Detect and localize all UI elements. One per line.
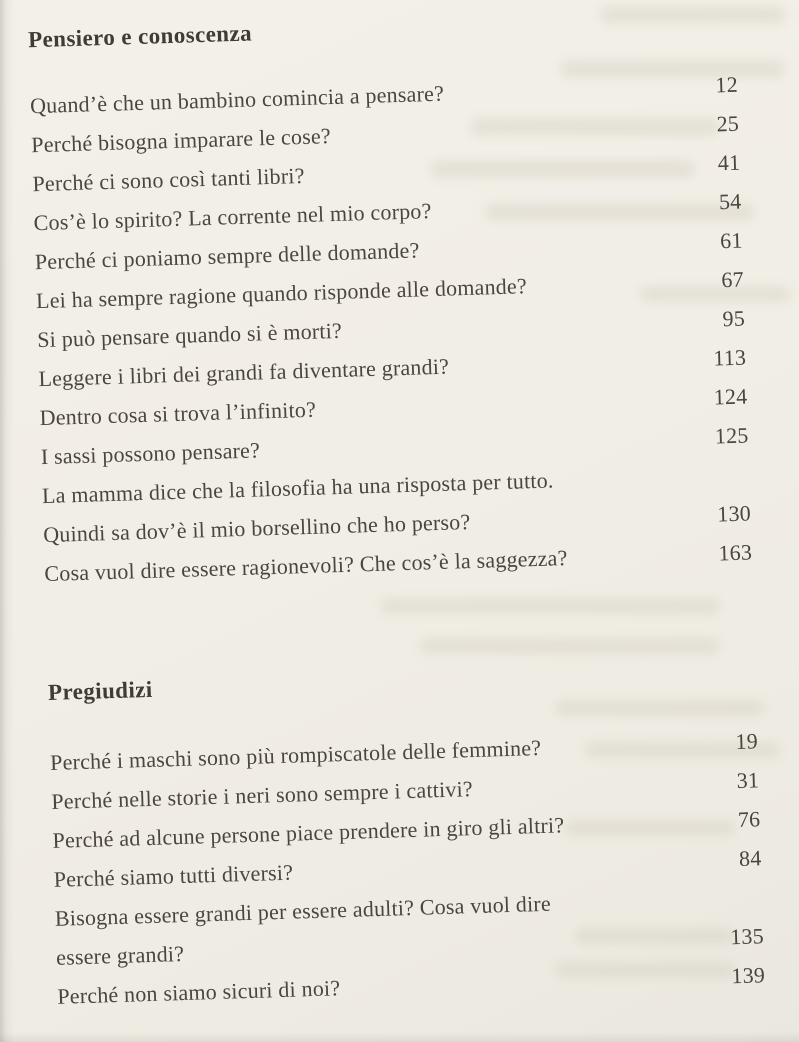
toc-entry-page-number: 84 <box>738 845 762 871</box>
toc-entry-page-number: 95 <box>722 305 746 332</box>
toc-entry-line: Quindi sa dov’è il mio borsellino che ho perso? <box>42 509 471 548</box>
toc-entry-line: Cos’è lo spirito? La corrente nel mio corpo? <box>33 198 432 236</box>
toc-entry-line: Cosa vuol dire essere ragionevoli? Che cos’è la saggezza? <box>44 545 568 587</box>
toc-entry-page-number: 61 <box>719 227 743 254</box>
toc-entry-line: La mamma dice che la filosofia ha una risposta per tutto. <box>41 467 554 509</box>
toc-entry-line: Perché non siamo sicuri di noi? <box>56 975 341 1009</box>
section-title-pregiudizi: Pregiudizi <box>47 676 153 705</box>
table-of-contents <box>28 5 766 1016</box>
toc-entry-page-number: 113 <box>712 344 747 371</box>
toc-entry-page-number: 41 <box>717 149 741 176</box>
section-title-pensiero-e-conoscenza: Pensiero e conoscenza <box>27 20 253 53</box>
toc-entry-page-number: 76 <box>737 806 761 832</box>
toc-entry-line: Perché ci poniamo sempre delle domande? <box>34 237 420 275</box>
toc-entry-page-number: 25 <box>716 110 740 137</box>
toc-entry-page-number: 67 <box>720 266 745 293</box>
toc-entry-page-number: 130 <box>716 500 752 527</box>
toc-entry-line: essere grandi? <box>55 940 185 970</box>
toc-entry-line: I sassi possono pensare? <box>40 437 261 470</box>
toc-entry-line: Perché ci sono così tanti libri? <box>32 162 305 197</box>
toc-entry-line: Perché ad alcune persone piace prendere in giro gli altri? <box>52 812 565 853</box>
toc-entry-page-number: 124 <box>713 383 748 410</box>
toc-entry-line: Dentro cosa si trova l’infinito? <box>39 396 317 431</box>
toc-entry-page-number: 12 <box>715 71 739 98</box>
toc-entry-page-number: 54 <box>718 188 742 215</box>
toc-entry-line: Bisogna essere grandi per essere adulti? Cosa vuol dire <box>54 890 552 931</box>
toc-entry-line: Perché i maschi sono più rompiscatole delle femmine? <box>49 734 542 775</box>
toc-entry-line: Perché nelle storie i neri sono sempre i cattivi? <box>51 776 474 814</box>
scan-edge-shadow <box>0 1032 799 1042</box>
toc-entry-line: Lei ha sempre ragione quando risponde alle domande? <box>35 273 528 314</box>
toc-entry-line: Perché siamo tutti diversi? <box>53 859 294 892</box>
toc-entry-page-number: 139 <box>731 962 766 989</box>
toc-entry-line: Leggere i libri dei grandi fa diventare grandi? <box>38 353 450 392</box>
toc-entry-page-number: 31 <box>736 767 760 794</box>
scan-edge-shadow <box>0 0 14 1042</box>
toc-entry-page-number: 19 <box>735 728 759 755</box>
toc-entry-page-number: 163 <box>718 539 753 566</box>
toc-entry-line: Si può pensare quando si è morti? <box>36 317 343 353</box>
toc-entry-page-number: 135 <box>729 923 765 950</box>
toc-entry-line: Quand’è che un bambino comincia a pensare? <box>29 80 445 119</box>
toc-entry-line: Perché bisogna imparare le cose? <box>30 123 332 158</box>
toc-entry-page-number: 125 <box>714 422 749 449</box>
